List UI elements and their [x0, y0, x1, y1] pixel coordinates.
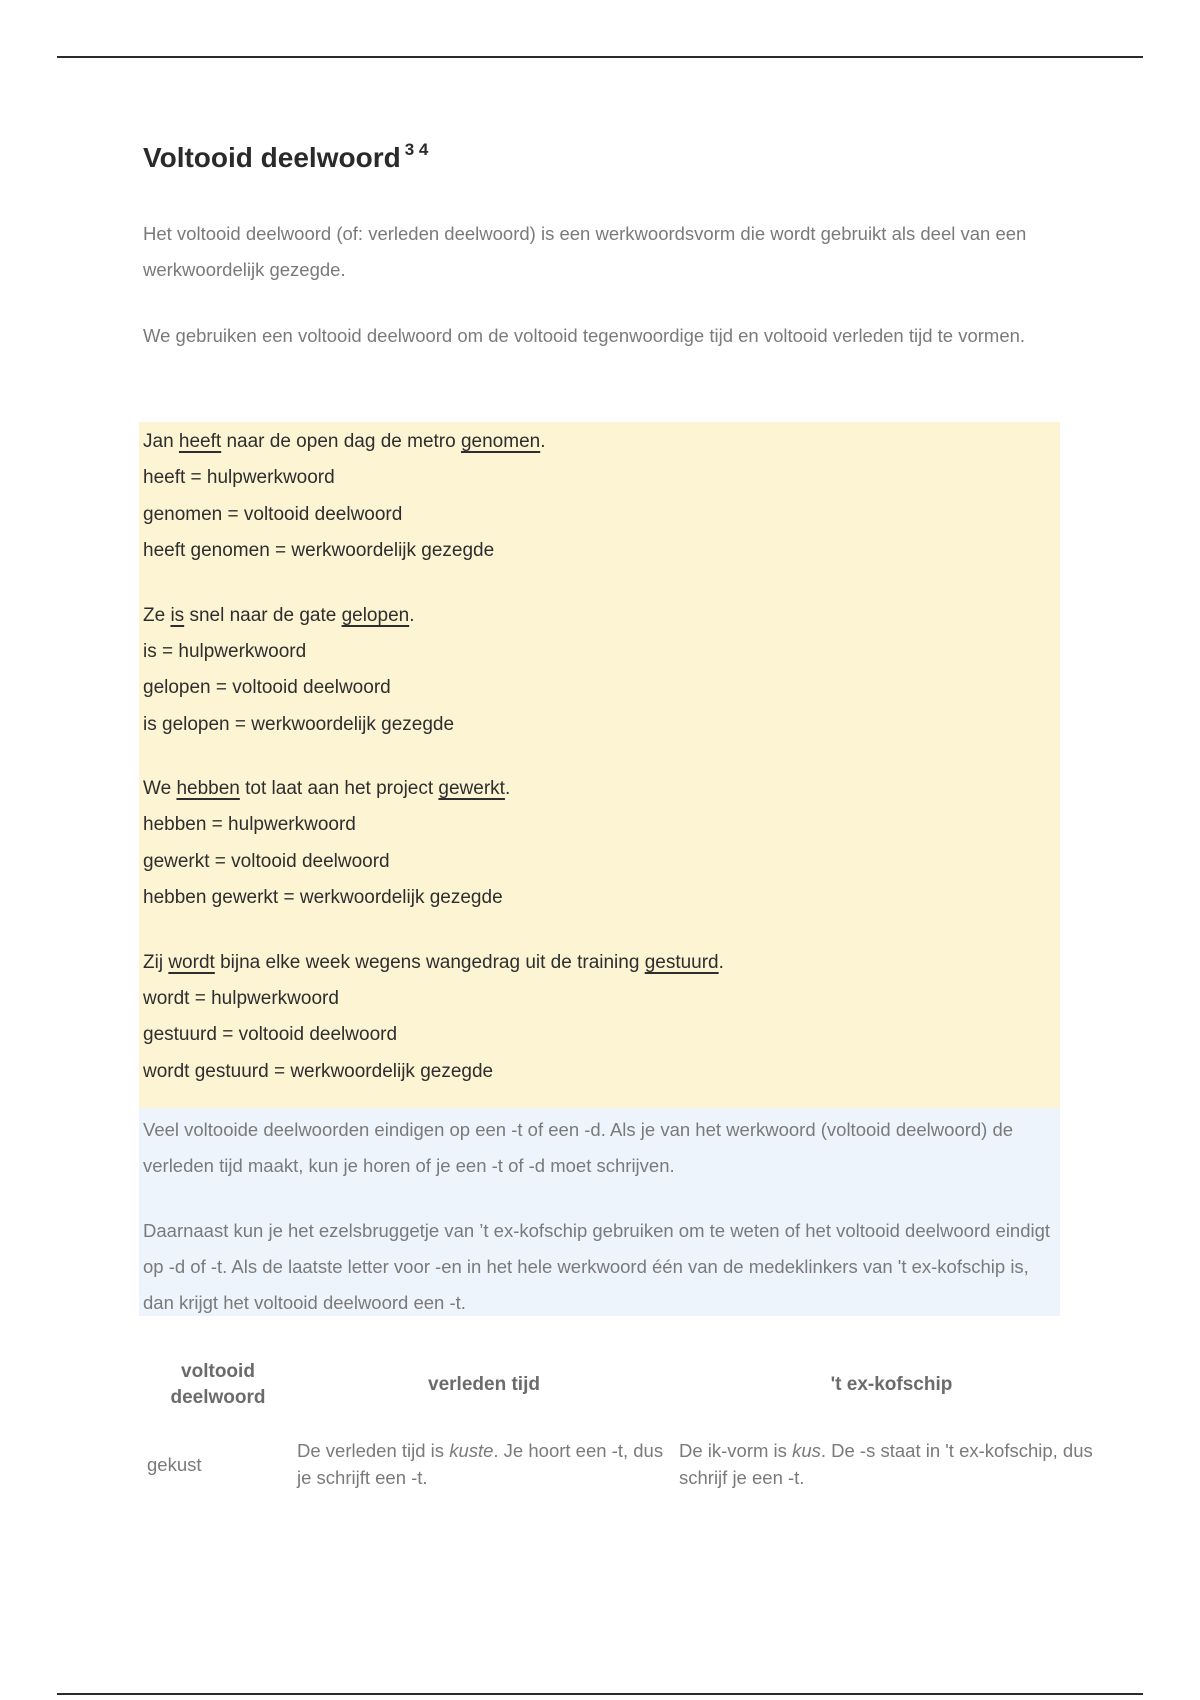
cell-past-tense: De verleden tijd is kuste. Je hoort een -t, dus je schrijft een -t. — [297, 1440, 664, 1488]
intro-paragraph-2: We gebruiken een voltooid deelwoord om de voltooid tegenwoordige tijd en voltooid verleden tijd te vormen. — [143, 325, 1026, 346]
bottom-rule — [57, 1693, 1143, 1695]
example-analysis-line: heeft = hulpwerkwoord — [143, 467, 335, 489]
example-analysis-line: is gelopen = werkwoordelijk gezegde — [143, 713, 455, 735]
sentence-text: Ze — [143, 604, 171, 626]
kofschip-table — [143, 1355, 1108, 1497]
header-verleden-tijd: verleden tijd — [428, 1374, 540, 1395]
example-analysis-line: gewerkt = voltooid deelwoord — [143, 850, 390, 872]
footnote-refs: 3 4 — [404, 140, 429, 159]
page-title: Voltooid deelwoord $^{3 4}$ — [143, 140, 429, 173]
underlined-verb: is — [170, 604, 185, 626]
example-sentence — [143, 602, 414, 630]
underlined-verb: gewerkt — [438, 778, 505, 799]
note-paragraph-2: Daarnaast kun je het ezelsbruggetje van ’t ex-kofschip gebruiken om te weten of het voltooid deelwoord eindigt op -d of -t. Als de laatste letter voor -en in het hele werkwoord één van de medeklinkers van 't ex-kofschip is, dan krijgt het voltooid deelwoord een -t. — [143, 1220, 1051, 1313]
sentence-text: Zij — [143, 951, 169, 973]
header-ex-kofschip: 't ex-kofschip — [830, 1374, 953, 1395]
underlined-verb: gelopen — [341, 604, 410, 626]
sentence-text: Jan — [143, 431, 179, 452]
example-analysis-line: is = hulpwerkwoord — [143, 640, 307, 662]
example-analysis-line: genomen = voltooid deelwoord — [143, 503, 403, 525]
example-sentence — [143, 949, 724, 977]
example-analysis-line: gelopen = voltooid deelwoord — [143, 677, 391, 699]
example-analysis-line: hebben = hulpwerkwoord — [143, 814, 356, 836]
top-rule — [57, 56, 1143, 58]
sentence-text: tot laat aan het project — [239, 778, 439, 799]
cell-kofschip: De ik-vorm is kus. De -s staat in 't ex-kofschip, dus schrijf je een -t. — [679, 1440, 1093, 1488]
cell-word: gekust — [147, 1453, 202, 1475]
sentence-text: . — [409, 604, 415, 626]
underlined-verb: heeft — [178, 431, 222, 452]
example-sentence — [143, 775, 510, 803]
table-row — [143, 1431, 1108, 1497]
sentence-text: naar de open dag de metro — [221, 431, 461, 452]
sentence-text: . — [718, 951, 724, 973]
example-analysis-line: gestuurd = voltooid deelwoord — [143, 1024, 398, 1046]
sentence-text: bijna elke week wegens wangedrag uit de training — [214, 951, 645, 973]
sentence-text: snel naar de gate — [184, 604, 342, 626]
sentence-text: We — [143, 778, 177, 799]
example-analysis-line: hebben gewerkt = werkwoordelijk gezegde — [143, 887, 503, 909]
intro-paragraph-1: Het voltooid deelwoord (of: verleden deelwoord) is een werkwoordsvorm die wordt gebruikt als deel van een werkwoordelijk gezegde. — [143, 223, 1027, 280]
note-paragraph-1: Veel voltooide deelwoorden eindigen op een -t of een -d. Als je van het werkwoord (voltooid deelwoord) de verleden tijd maakt, kun je horen of je een -t of -d moet schrijven. — [143, 1119, 1014, 1176]
header-voltooid-deelwoord: voltooid deelwoord — [170, 1361, 266, 1408]
underlined-verb: genomen — [460, 431, 541, 452]
example-analysis-line: heeft genomen = werkwoordelijk gezegde — [143, 540, 495, 562]
underlined-verb: hebben — [176, 778, 240, 799]
table-header-row — [143, 1355, 1108, 1431]
underlined-verb: wordt — [168, 951, 215, 973]
example-analysis-line: wordt gestuurd = werkwoordelijk gezegde — [143, 1060, 494, 1082]
example-analysis-line: wordt = hulpwerkwoord — [143, 987, 339, 1009]
example-sentence — [143, 428, 546, 456]
sentence-text: . — [540, 431, 546, 452]
underlined-verb: gestuurd — [644, 951, 719, 973]
sentence-text: . — [504, 778, 511, 799]
